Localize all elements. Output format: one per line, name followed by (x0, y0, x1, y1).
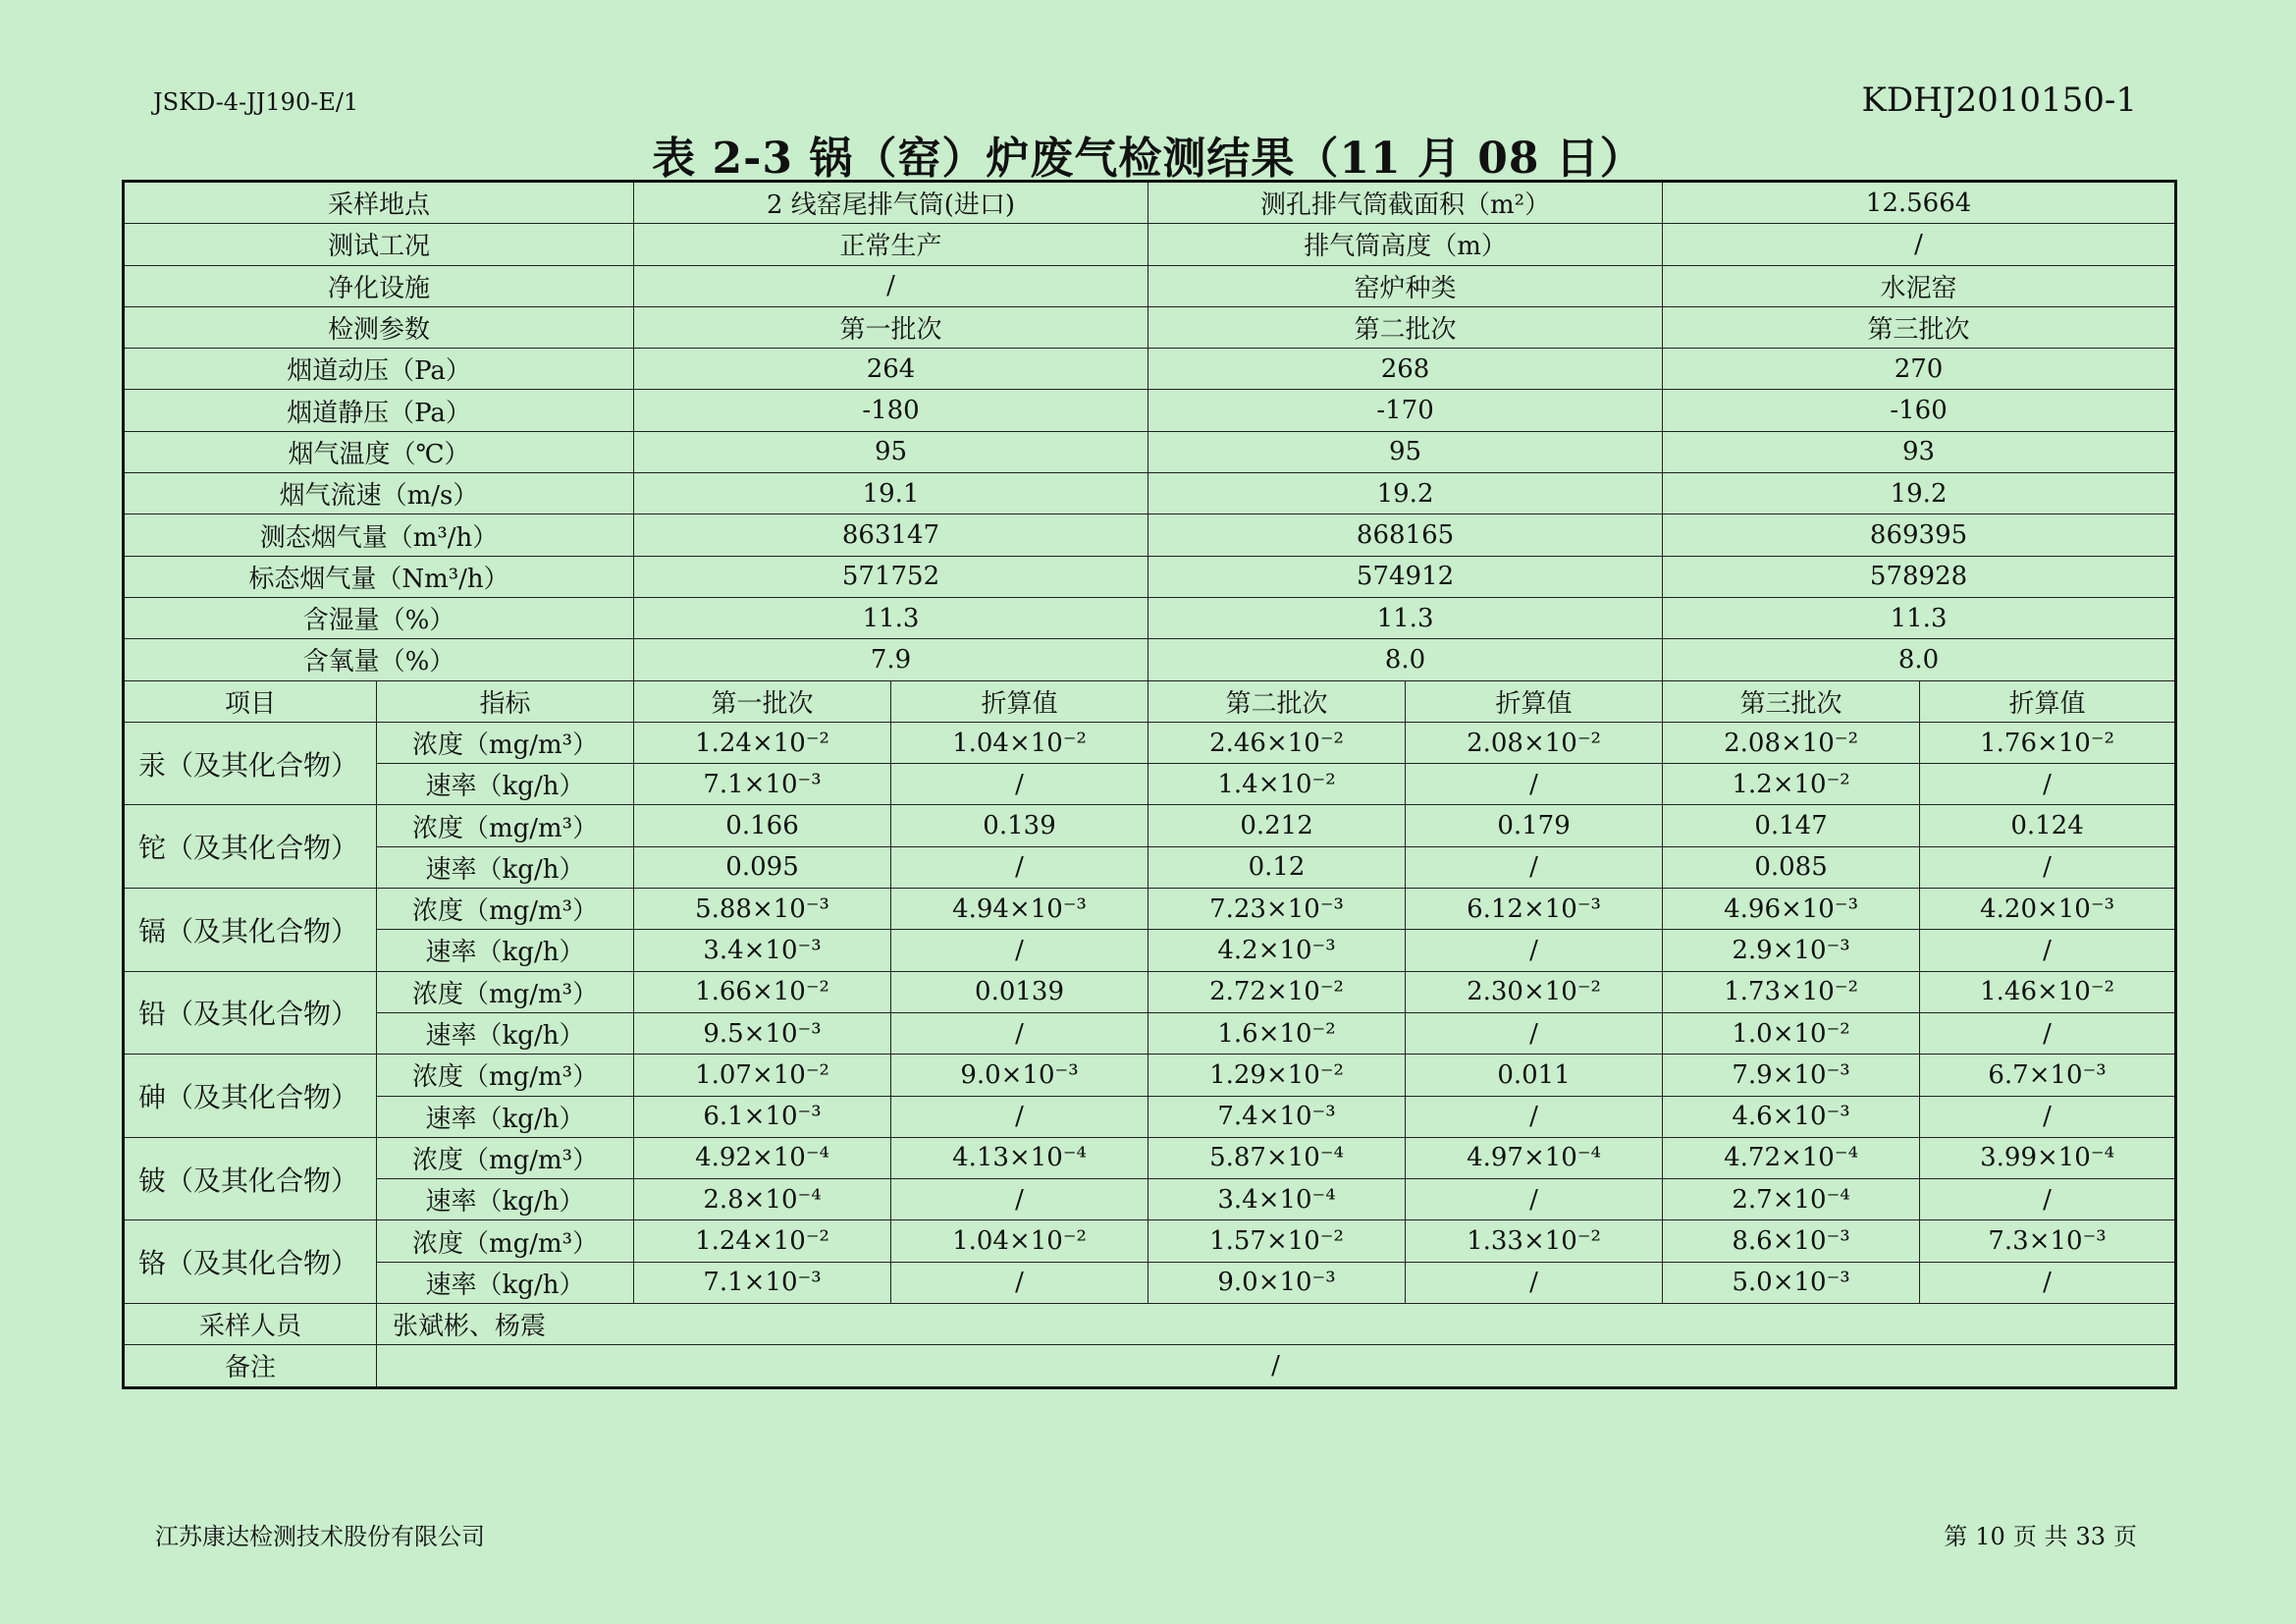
indicator-rate: 速率（kg/h） (377, 764, 634, 805)
sampler-label: 采样人员 (124, 1304, 377, 1345)
info-label-secondary: 19.2 (1148, 473, 1663, 514)
info-value-secondary: 578928 (1663, 556, 2176, 597)
conc-value: 2.08×10⁻² (1663, 722, 1920, 763)
info-label: 净化设施 (124, 265, 634, 306)
rate-value: 4.2×10⁻³ (1148, 930, 1406, 971)
conc-value: 7.23×10⁻³ (1148, 889, 1406, 930)
info-value: 571752 (634, 556, 1148, 597)
rate-value: / (1920, 764, 2176, 805)
rate-value: / (891, 1012, 1148, 1054)
indicator-rate: 速率（kg/h） (377, 930, 634, 971)
info-label: 烟气温度（℃） (124, 431, 634, 472)
rate-value: 9.0×10⁻³ (1148, 1262, 1406, 1303)
indicator-rate: 速率（kg/h） (377, 1179, 634, 1220)
results-header-cell: 项目 (124, 680, 377, 722)
results-header-cell: 指标 (377, 680, 634, 722)
conc-value: 6.12×10⁻³ (1406, 889, 1663, 930)
rate-value: 7.1×10⁻³ (634, 1262, 891, 1303)
rate-value: / (1406, 1179, 1663, 1220)
pollutant-name: 镉（及其化合物） (124, 889, 377, 972)
doc-code: JSKD-4-JJ190-E/1 (153, 88, 359, 116)
conc-value: 4.20×10⁻³ (1920, 889, 2176, 930)
pollutant-name: 铍（及其化合物） (124, 1137, 377, 1220)
company-name: 江苏康达检测技术股份有限公司 (155, 1523, 485, 1550)
conc-value: 7.3×10⁻³ (1920, 1220, 2176, 1262)
info-label: 采样地点 (124, 182, 634, 224)
rate-value: 4.6×10⁻³ (1663, 1096, 1920, 1137)
conc-value: 4.92×10⁻⁴ (634, 1137, 891, 1178)
info-value-secondary: 93 (1663, 431, 2176, 472)
rate-value: 2.9×10⁻³ (1663, 930, 1920, 971)
conc-value: 1.66×10⁻² (634, 971, 891, 1012)
info-row (124, 349, 2176, 390)
rate-value: 3.4×10⁻³ (634, 930, 891, 971)
info-label: 检测参数 (124, 306, 634, 348)
info-label: 测态烟气量（m³/h） (124, 514, 634, 556)
rate-value: / (1920, 1262, 2176, 1303)
conc-value: 1.46×10⁻² (1920, 971, 2176, 1012)
conc-value: 0.0139 (891, 971, 1148, 1012)
info-label-secondary: 868165 (1148, 514, 1663, 556)
conc-value: 5.87×10⁻⁴ (1148, 1137, 1406, 1178)
pollutant-name: 汞（及其化合物） (124, 722, 377, 805)
rate-value: 2.7×10⁻⁴ (1663, 1179, 1920, 1220)
info-label-secondary: 测孔排气筒截面积（m²） (1148, 182, 1663, 224)
indicator-rate: 速率（kg/h） (377, 846, 634, 888)
rate-value: / (1920, 846, 2176, 888)
conc-value: 3.99×10⁻⁴ (1920, 1137, 2176, 1178)
conc-value: 2.30×10⁻² (1406, 971, 1663, 1012)
rate-value: 0.085 (1663, 846, 1920, 888)
rate-value: 1.0×10⁻² (1663, 1012, 1920, 1054)
info-value: 11.3 (634, 597, 1148, 638)
conc-value: 1.73×10⁻² (1663, 971, 1920, 1012)
info-value-secondary: 869395 (1663, 514, 2176, 556)
info-label-secondary: 8.0 (1148, 639, 1663, 680)
info-label-secondary: 11.3 (1148, 597, 1663, 638)
info-value: 19.1 (634, 473, 1148, 514)
info-row (124, 265, 2176, 306)
info-value-secondary: / (1663, 224, 2176, 265)
pollutant-conc-row (124, 1137, 2176, 1178)
pollutant-name: 砷（及其化合物） (124, 1055, 377, 1138)
info-value: 863147 (634, 514, 1148, 556)
conc-value: 7.9×10⁻³ (1663, 1055, 1920, 1096)
info-value: 264 (634, 349, 1148, 390)
info-label-secondary: 排气筒高度（m） (1148, 224, 1663, 265)
info-value: -180 (634, 390, 1148, 431)
pollutant-conc-row (124, 971, 2176, 1012)
info-value-secondary: 12.5664 (1663, 182, 2176, 224)
info-label: 测试工况 (124, 224, 634, 265)
info-row (124, 473, 2176, 514)
conc-value: 4.13×10⁻⁴ (891, 1137, 1148, 1178)
conc-value: 0.179 (1406, 805, 1663, 846)
conc-value: 2.72×10⁻² (1148, 971, 1406, 1012)
remark-label: 备注 (124, 1345, 377, 1387)
pollutant-conc-row (124, 889, 2176, 930)
indicator-conc: 浓度（mg/m³） (377, 971, 634, 1012)
page-indicator (1940, 1517, 2141, 1551)
info-row (124, 306, 2176, 348)
conc-value: 4.72×10⁻⁴ (1663, 1137, 1920, 1178)
results-header-cell: 折算值 (1406, 680, 1663, 722)
conc-value: 4.97×10⁻⁴ (1406, 1137, 1663, 1178)
rate-value: / (1920, 1012, 2176, 1054)
rate-value: / (1406, 846, 1663, 888)
info-value-secondary: 270 (1663, 349, 2176, 390)
info-label: 烟气流速（m/s） (124, 473, 634, 514)
conc-value: 1.57×10⁻² (1148, 1220, 1406, 1262)
table-title: 表 2-3 锅（窑）炉废气检测结果（11 月 08 日） (652, 134, 1644, 184)
conc-value: 1.24×10⁻² (634, 722, 891, 763)
rate-value: 7.1×10⁻³ (634, 764, 891, 805)
conc-value: 0.147 (1663, 805, 1920, 846)
conc-value: 0.166 (634, 805, 891, 846)
rate-value: / (891, 1262, 1148, 1303)
pollutant-rate-row (124, 764, 2176, 805)
results-table (122, 180, 2177, 1389)
info-value-secondary: 19.2 (1663, 473, 2176, 514)
rate-value: 9.5×10⁻³ (634, 1012, 891, 1054)
pollutant-rate-row (124, 1179, 2176, 1220)
info-row (124, 390, 2176, 431)
info-value-secondary: -160 (1663, 390, 2176, 431)
info-value-secondary: 11.3 (1663, 597, 2176, 638)
info-row (124, 514, 2176, 556)
info-value: / (634, 265, 1148, 306)
rate-value: 6.1×10⁻³ (634, 1096, 891, 1137)
remark-row (124, 1345, 2176, 1387)
rate-value: / (1406, 1096, 1663, 1137)
info-label-secondary: 窑炉种类 (1148, 265, 1663, 306)
conc-value: 1.24×10⁻² (634, 1220, 891, 1262)
conc-value: 0.212 (1148, 805, 1406, 846)
page-number: 10 (1975, 1523, 2005, 1550)
info-label: 烟道静压（Pa） (124, 390, 634, 431)
info-label-secondary: -170 (1148, 390, 1663, 431)
rate-value: / (891, 846, 1148, 888)
conc-value: 9.0×10⁻³ (891, 1055, 1148, 1096)
indicator-conc: 浓度（mg/m³） (377, 1055, 634, 1096)
report-number: KDHJ2010150-1 (1861, 81, 2137, 120)
rate-value: 0.095 (634, 846, 891, 888)
rate-value: 1.2×10⁻² (1663, 764, 1920, 805)
conc-value: 0.011 (1406, 1055, 1663, 1096)
conc-value: 0.124 (1920, 805, 2176, 846)
conc-value: 1.29×10⁻² (1148, 1055, 1406, 1096)
rate-value: / (1406, 1262, 1663, 1303)
conc-value: 5.88×10⁻³ (634, 889, 891, 930)
info-row (124, 639, 2176, 680)
info-value-secondary: 水泥窑 (1663, 265, 2176, 306)
pollutant-rate-row (124, 846, 2176, 888)
results-header-cell: 折算值 (1920, 680, 2176, 722)
pollutant-rate-row (124, 1012, 2176, 1054)
info-label-secondary: 95 (1148, 431, 1663, 472)
pollutant-conc-row (124, 1055, 2176, 1096)
results-header-row (124, 680, 2176, 722)
info-label-secondary: 第二批次 (1148, 306, 1663, 348)
indicator-conc: 浓度（mg/m³） (377, 1137, 634, 1178)
pollutant-name: 铬（及其化合物） (124, 1220, 377, 1304)
indicator-conc: 浓度（mg/m³） (377, 805, 634, 846)
rate-value: / (891, 1179, 1148, 1220)
rate-value: / (1406, 1012, 1663, 1054)
info-value: 第一批次 (634, 306, 1148, 348)
conc-value: 8.6×10⁻³ (1663, 1220, 1920, 1262)
info-row (124, 556, 2176, 597)
conc-value: 1.07×10⁻² (634, 1055, 891, 1096)
pollutant-rate-row (124, 1096, 2176, 1137)
indicator-conc: 浓度（mg/m³） (377, 1220, 634, 1262)
rate-value: / (1920, 930, 2176, 971)
results-header-cell: 第二批次 (1148, 680, 1406, 722)
conc-value: 1.76×10⁻² (1920, 722, 2176, 763)
info-value: 7.9 (634, 639, 1148, 680)
info-label-secondary: 268 (1148, 349, 1663, 390)
conc-value: 2.46×10⁻² (1148, 722, 1406, 763)
info-label: 含氧量（%） (124, 639, 634, 680)
info-row (124, 597, 2176, 638)
conc-value: 1.04×10⁻² (891, 722, 1148, 763)
info-value: 2 线窑尾排气筒(进口) (634, 182, 1148, 224)
results-header-cell: 折算值 (891, 680, 1148, 722)
sampler-row (124, 1304, 2176, 1345)
pollutant-conc-row (124, 1220, 2176, 1262)
rate-value: / (891, 930, 1148, 971)
rate-value: / (1920, 1096, 2176, 1137)
info-value: 正常生产 (634, 224, 1148, 265)
indicator-rate: 速率（kg/h） (377, 1262, 634, 1303)
page-prefix: 第 (1944, 1523, 1968, 1550)
indicator-rate: 速率（kg/h） (377, 1012, 634, 1054)
pollutant-conc-row (124, 722, 2176, 763)
results-header-cell: 第一批次 (634, 680, 891, 722)
pollutant-name: 铊（及其化合物） (124, 805, 377, 889)
rate-value: / (1406, 764, 1663, 805)
rate-value: / (891, 1096, 1148, 1137)
rate-value: 1.6×10⁻² (1148, 1012, 1406, 1054)
info-row (124, 182, 2176, 224)
indicator-rate: 速率（kg/h） (377, 1096, 634, 1137)
pollutant-conc-row (124, 805, 2176, 846)
rate-value: 3.4×10⁻⁴ (1148, 1179, 1406, 1220)
info-label: 烟道动压（Pa） (124, 349, 634, 390)
info-label: 含湿量（%） (124, 597, 634, 638)
rate-value: / (1920, 1179, 2176, 1220)
pollutant-rate-row (124, 930, 2176, 971)
pollutant-rate-row (124, 1262, 2176, 1303)
rate-value: / (891, 764, 1148, 805)
indicator-conc: 浓度（mg/m³） (377, 722, 634, 763)
rate-value: 7.4×10⁻³ (1148, 1096, 1406, 1137)
rate-value: / (1406, 930, 1663, 971)
conc-value: 2.08×10⁻² (1406, 722, 1663, 763)
rate-value: 1.4×10⁻² (1148, 764, 1406, 805)
conc-value: 1.33×10⁻² (1406, 1220, 1663, 1262)
indicator-conc: 浓度（mg/m³） (377, 889, 634, 930)
info-value-secondary: 8.0 (1663, 639, 2176, 680)
info-value-secondary: 第三批次 (1663, 306, 2176, 348)
conc-value: 1.04×10⁻² (891, 1220, 1148, 1262)
remark-value: / (377, 1345, 2176, 1387)
conc-value: 4.94×10⁻³ (891, 889, 1148, 930)
info-row (124, 224, 2176, 265)
rate-value: 5.0×10⁻³ (1663, 1262, 1920, 1303)
page-total: 33 (2075, 1523, 2106, 1550)
pollutant-name: 铅（及其化合物） (124, 971, 377, 1055)
conc-value: 4.96×10⁻³ (1663, 889, 1920, 930)
conc-value: 0.139 (891, 805, 1148, 846)
info-row (124, 431, 2176, 472)
conc-value: 6.7×10⁻³ (1920, 1055, 2176, 1096)
info-label-secondary: 574912 (1148, 556, 1663, 597)
page-mid: 页 共 (2012, 1523, 2068, 1550)
results-header-cell: 第三批次 (1663, 680, 1920, 722)
info-label: 标态烟气量（Nm³/h） (124, 556, 634, 597)
page-suffix: 页 (2113, 1523, 2137, 1550)
sampler-value: 张斌彬、杨震 (377, 1304, 2176, 1345)
rate-value: 0.12 (1148, 846, 1406, 888)
rate-value: 2.8×10⁻⁴ (634, 1179, 891, 1220)
info-value: 95 (634, 431, 1148, 472)
